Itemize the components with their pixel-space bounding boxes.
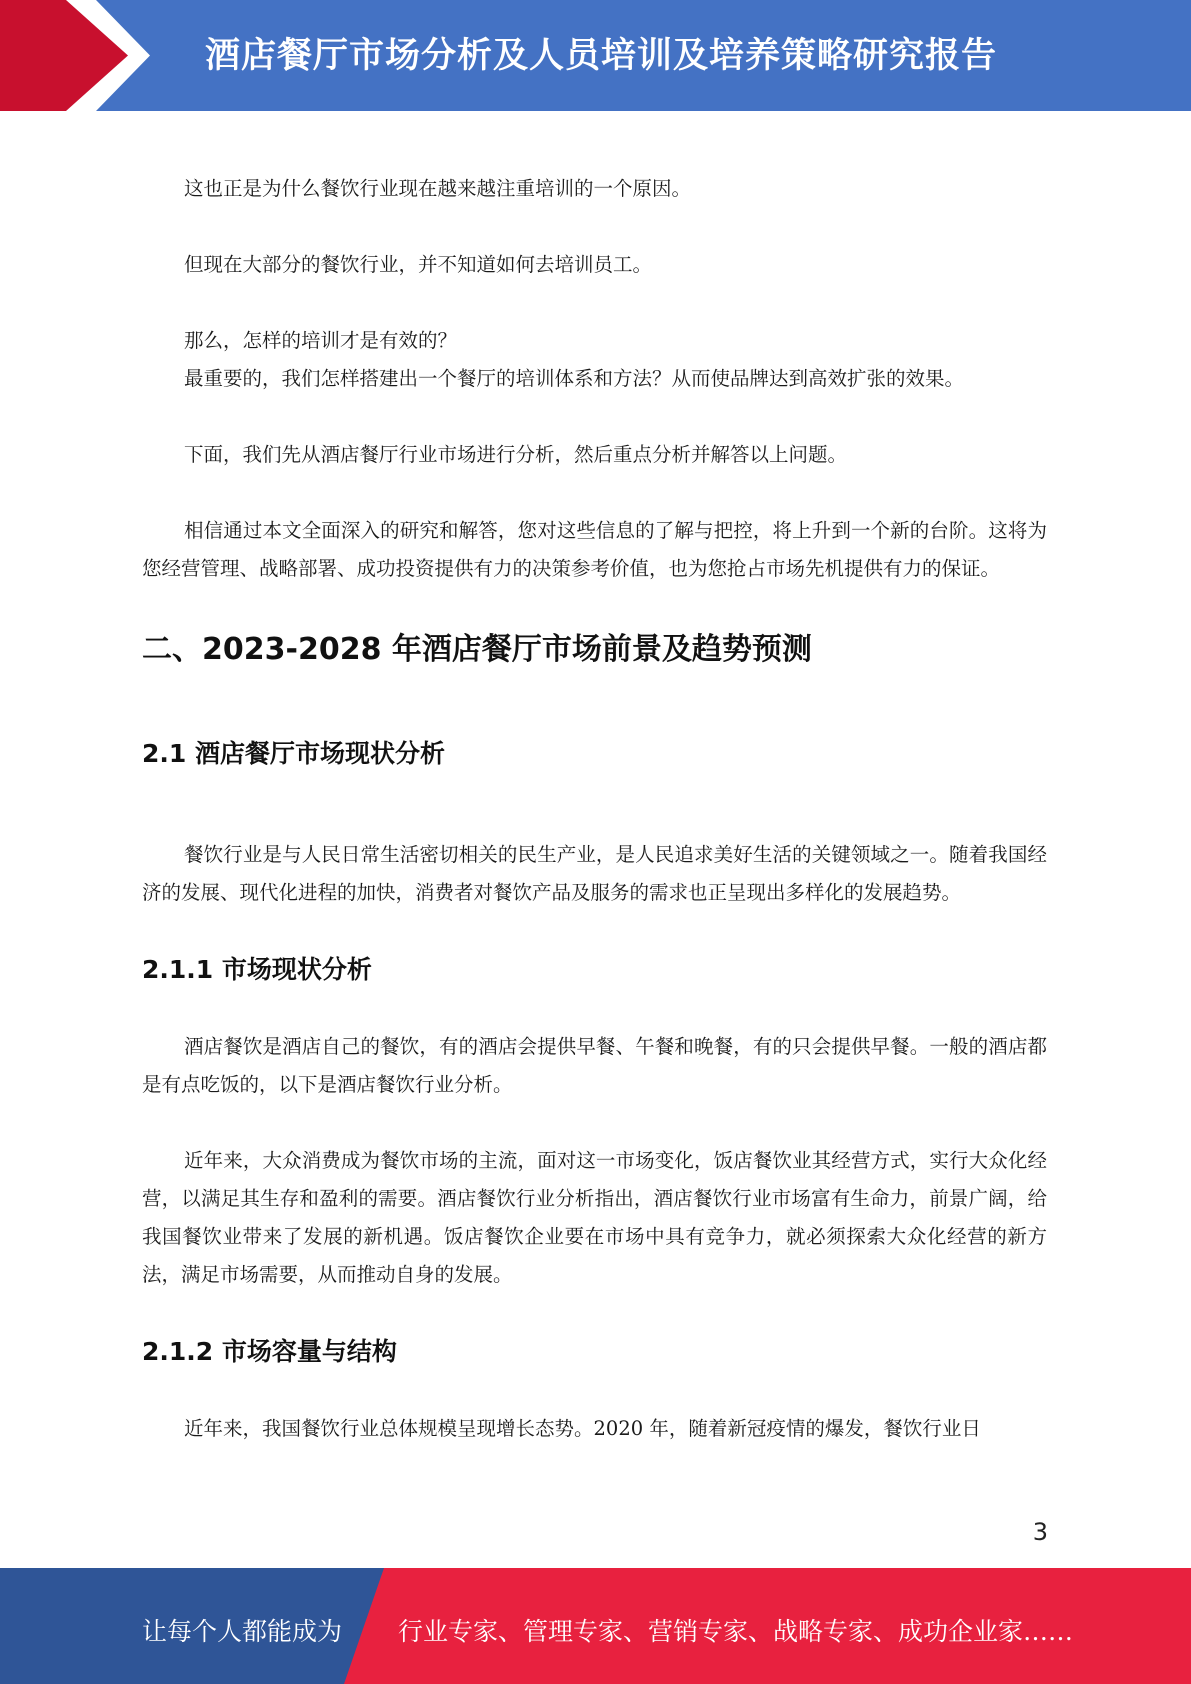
paragraph: 酒店餐饮是酒店自己的餐饮，有的酒店会提供早餐、午餐和晚餐，有的只会提供早餐。一般的酒店都是有点吃饭的，以下是酒店餐饮行业分析。: [142, 1035, 1047, 1096]
paragraph: 近年来，大众消费成为餐饮市场的主流，面对这一市场变化，饭店餐饮业其经营方式，实行大众化经营，以满足其生存和盈利的需要。酒店餐饮行业分析指出，酒店餐饮行业市场富有生命力，前景广阔，给我国餐饮业带来了发展的新机遇。饭店餐饮企业要在市场中具有竞争力，就必须探索大众化经营的新方法，满足市场需要，从而推动自身的发展。: [142, 1149, 1047, 1286]
document-title: 酒店餐厅市场分析及人员培训及培养策略研究报告: [205, 36, 998, 76]
footer-slogan-right: 行业专家、管理专家、营销专家、战略专家、成功企业家……: [398, 1617, 1074, 1646]
subsection-heading: 2.1.1 市场现状分析: [142, 955, 372, 984]
paragraph: 这也正是为什么餐饮行业现在越来越注重培训的一个原因。: [184, 177, 692, 200]
paragraph: 最重要的，我们怎样搭建出一个餐厅的培训体系和方法？从而使品牌达到高效扩张的效果。: [184, 367, 965, 390]
paragraph: 下面，我们先从酒店餐厅行业市场进行分析，然后重点分析并解答以上问题。: [184, 443, 848, 466]
page-number: 3: [1032, 1518, 1048, 1546]
paragraph: 餐饮行业是与人民日常生活密切相关的民生产业，是人民追求美好生活的关键领域之一。随着我国经济的发展、现代化进程的加快，消费者对餐饮产品及服务的需求也正呈现出多样化的发展趋势。: [142, 843, 1047, 904]
paragraph: 但现在大部分的餐饮行业，并不知道如何去培训员工。: [184, 253, 653, 276]
footer-slogan-left: 让每个人都能成为: [142, 1617, 343, 1646]
header-band: [0, 0, 1191, 111]
paragraph: 相信通过本文全面深入的研究和解答，您对这些信息的了解与把控，将上升到一个新的台阶。这将为您经营管理、战略部署、成功投资提供有力的决策参考价值，也为您抢占市场先机提供有力的保证。: [142, 519, 1047, 580]
header-arrow-decoration: [0, 0, 150, 111]
paragraph: 近年来，我国餐饮行业总体规模呈现增长态势。2020 年，随着新冠疫情的爆发，餐饮行业日: [184, 1417, 981, 1440]
page-content: [142, 170, 1047, 1448]
subsection-heading: 2.1.2 市场容量与结构: [142, 1337, 397, 1366]
footer-band: [0, 1568, 1191, 1684]
paragraph: 那么，怎样的培训才是有效的？: [184, 329, 458, 352]
section-heading: 二、2023-2028 年酒店餐厅市场前景及趋势预测: [142, 632, 812, 667]
subsection-heading: 2.1 酒店餐厅市场现状分析: [142, 739, 445, 768]
